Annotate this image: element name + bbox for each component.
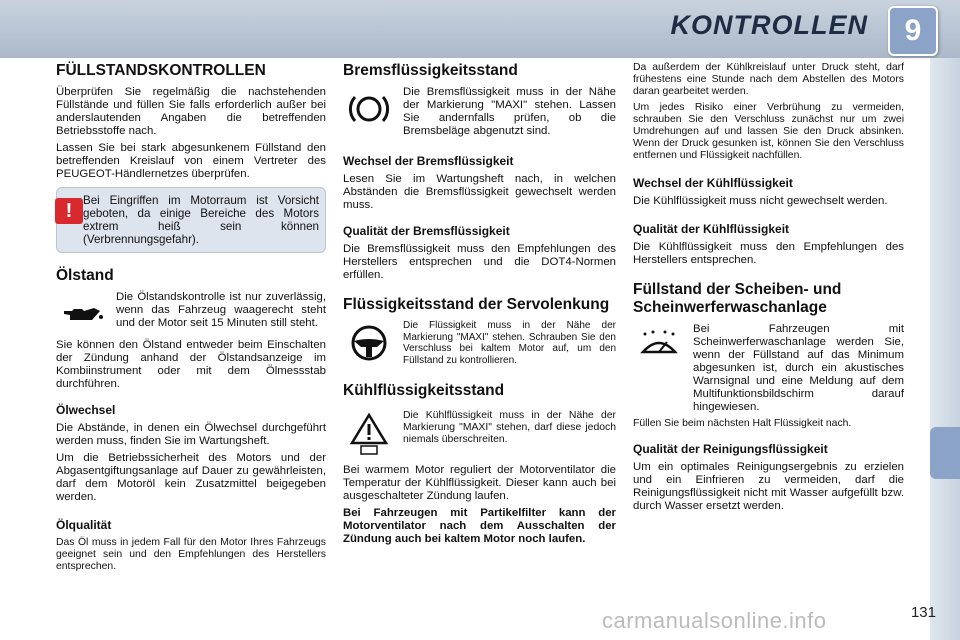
subsection-title: Qualität der Kühlflüssigkeit [633,222,790,236]
paragraph: Lesen Sie im Wartungsheft nach, in welchen Abständen die Bremsflüssigkeit gewechselt werden muss. [343,173,616,211]
washer-icon-text: Bei Fahrzeugen mit Scheinwerferwaschanlage werden Sie, wenn der Füllstand auf das Minimum abgesunken ist, durch ein akustisches Warnsignal und eine Meldung auf dem Multifunktionsbildschirm darauf hingewiesen. [693,323,904,413]
brake-info-row [343,86,616,142]
page-number: 131 [910,604,936,621]
paragraph: Die Bremsflüssigkeit muss den Empfehlungen des Herstellers entsprechen und die DOT4-Normen erfüllen. [343,243,616,281]
paragraph: Da außerdem der Kühlkreislauf unter Druck steht, darf frühestens eine Stunde nach dem Abstellen des Motors daran gearbeitet werden. [633,62,904,97]
column-middle [343,60,616,550]
coolant-icon-text: Die Kühlflüssigkeit muss in der Nähe der Markierung "MAXI" stehen, darf diese jedoch niemals überschreiten. [403,410,616,445]
paragraph: Die Kühlflüssigkeit muss nicht gewechselt werden. [633,195,888,207]
paragraph: Sie können den Ölstand entweder beim Einschalten der Zündung anhand der Ölstandsanzeige im Kombiinstrument oder mit dem Ölmessstab durchführen. [56,339,326,390]
warning-text: Bei Eingriffen im Motorraum ist Vorsicht geboten, da einige Bereiche des Motors extrem heiß sein können (Verbrennungsgefahr). [83,194,319,246]
paragraph: Um ein optimales Reinigungsergebnis zu erzielen und ein Einfrieren zu vermeiden, darf die Reinigungsflüssigkeit nicht mit Wasser aufgefüllt bzw. durch Wasser ersetzt werden. [633,461,904,512]
paragraph: Das Öl muss in jedem Fall für den Motor Ihres Fahrzeugs geeignet sein und den Empfehlungen des Herstellers entsprechen. [56,537,326,572]
washer-info-row [633,323,904,418]
section-title-levels: FÜLLSTANDSKONTROLLEN [56,62,266,79]
page-header [0,0,960,58]
coolant-hazard-icon [343,410,395,456]
paragraph: Füllen Sie beim nächsten Halt Flüssigkeit nach. [633,418,852,429]
brake-warning-icon [343,86,395,132]
chapter-tab [930,427,960,479]
section-title-oil: Ölstand [56,267,114,284]
column-right [633,60,904,517]
paragraph: Um die Betriebssicherheit des Motors und der Abgasentgiftungsanlage auf Dauer zu gewährleisten, darf dem Motoröl kein Zusatzmittel beigegeben werden. [56,452,326,503]
paragraph: Um jedes Risiko einer Verbrühung zu vermeiden, schrauben Sie den Verschluss zunächst nur um zwei Umdrehungen auf und lassen Sie den Druck absinken. Wenn der Druck gesunken ist, können Sie den Verschluss entfernen und Flüssigkeit nachfüllen. [633,102,904,161]
warning-icon: ! [55,198,83,224]
warning-box [56,187,326,253]
paragraph: Bei warmem Motor reguliert der Motorventilator die Temperatur der Kühlflüssigkeit. Dieser kann auch bei ausgeschalteter Zündung laufen. [343,464,616,502]
subsection-title: Qualität der Reinigungsflüssigkeit [633,442,828,456]
subsection-title: Ölqualität [56,518,112,532]
page-title: KONTROLLEN [670,10,868,40]
column-left [56,60,326,577]
chapter-number: 9 [888,6,938,56]
oil-icon-text: Die Ölstandskontrolle ist nur zuverlässig, wenn das Fahrzeug waagerecht steht und der Motor seit 15 Minuten still steht. [116,291,326,329]
paragraph: Die Kühlflüssigkeit muss den Empfehlungen des Herstellers entsprechen. [633,241,904,266]
side-strip [930,58,960,640]
watermark: carmanualsonline.info [602,608,827,633]
oil-can-icon [56,291,108,337]
subsection-title: Wechsel der Bremsflüssigkeit [343,154,514,168]
subsection-title: Ölwechsel [56,403,116,417]
paragraph: Die Abstände, in denen ein Ölwechsel durchgeführt werden muss, finden Sie im Wartungsheft. [56,422,326,447]
paragraph: Überprüfen Sie regelmäßig die nachstehenden Füllstände und füllen Sie falls erforderlich außer bei anderslautenden Angaben die betreffenden Betriebsstoffe nach. [56,86,326,137]
brake-icon-text: Die Bremsflüssigkeit muss in der Nähe der Markierung "MAXI" stehen. Lassen Sie andernfalls prüfen, ob die Bremsbeläge abgenutzt sind. [403,86,616,137]
subsection-title: Qualität der Bremsflüssigkeit [343,224,510,238]
paragraph: Lassen Sie bei stark abgesunkenem Füllstand den betreffenden Kreislauf von einem Vertreter des PEUGEOT-Händlernetzes überprüfen. [56,142,326,180]
section-title-brake: Bremsflüssigkeitsstand [343,62,518,79]
steering-icon-text: Die Flüssigkeit muss in der Nähe der Markierung "MAXI" stehen. Schrauben Sie den Verschluss bei kaltem Motor auf, um den Füllstand zu kontrollieren. [403,320,616,366]
windscreen-washer-icon [633,323,685,369]
steering-wheel-icon [343,320,395,366]
steering-info-row [343,320,616,370]
section-title-washer: Füllstand der Scheiben- und Scheinwerferwaschanlage [633,281,842,316]
paragraph-bold: Bei Fahrzeugen mit Partikelfilter kann der Motorventilator nach dem Ausschalten der Zündung auch bei kaltem Motor noch laufen. [343,507,616,545]
section-title-coolant: Kühlflüssigkeitsstand [343,382,505,399]
section-title-steering: Flüssigkeitsstand der Servolenkung [343,296,610,313]
oil-info-row [56,291,326,337]
coolant-info-row [343,410,616,456]
subsection-title: Wechsel der Kühlflüssigkeit [633,176,793,190]
